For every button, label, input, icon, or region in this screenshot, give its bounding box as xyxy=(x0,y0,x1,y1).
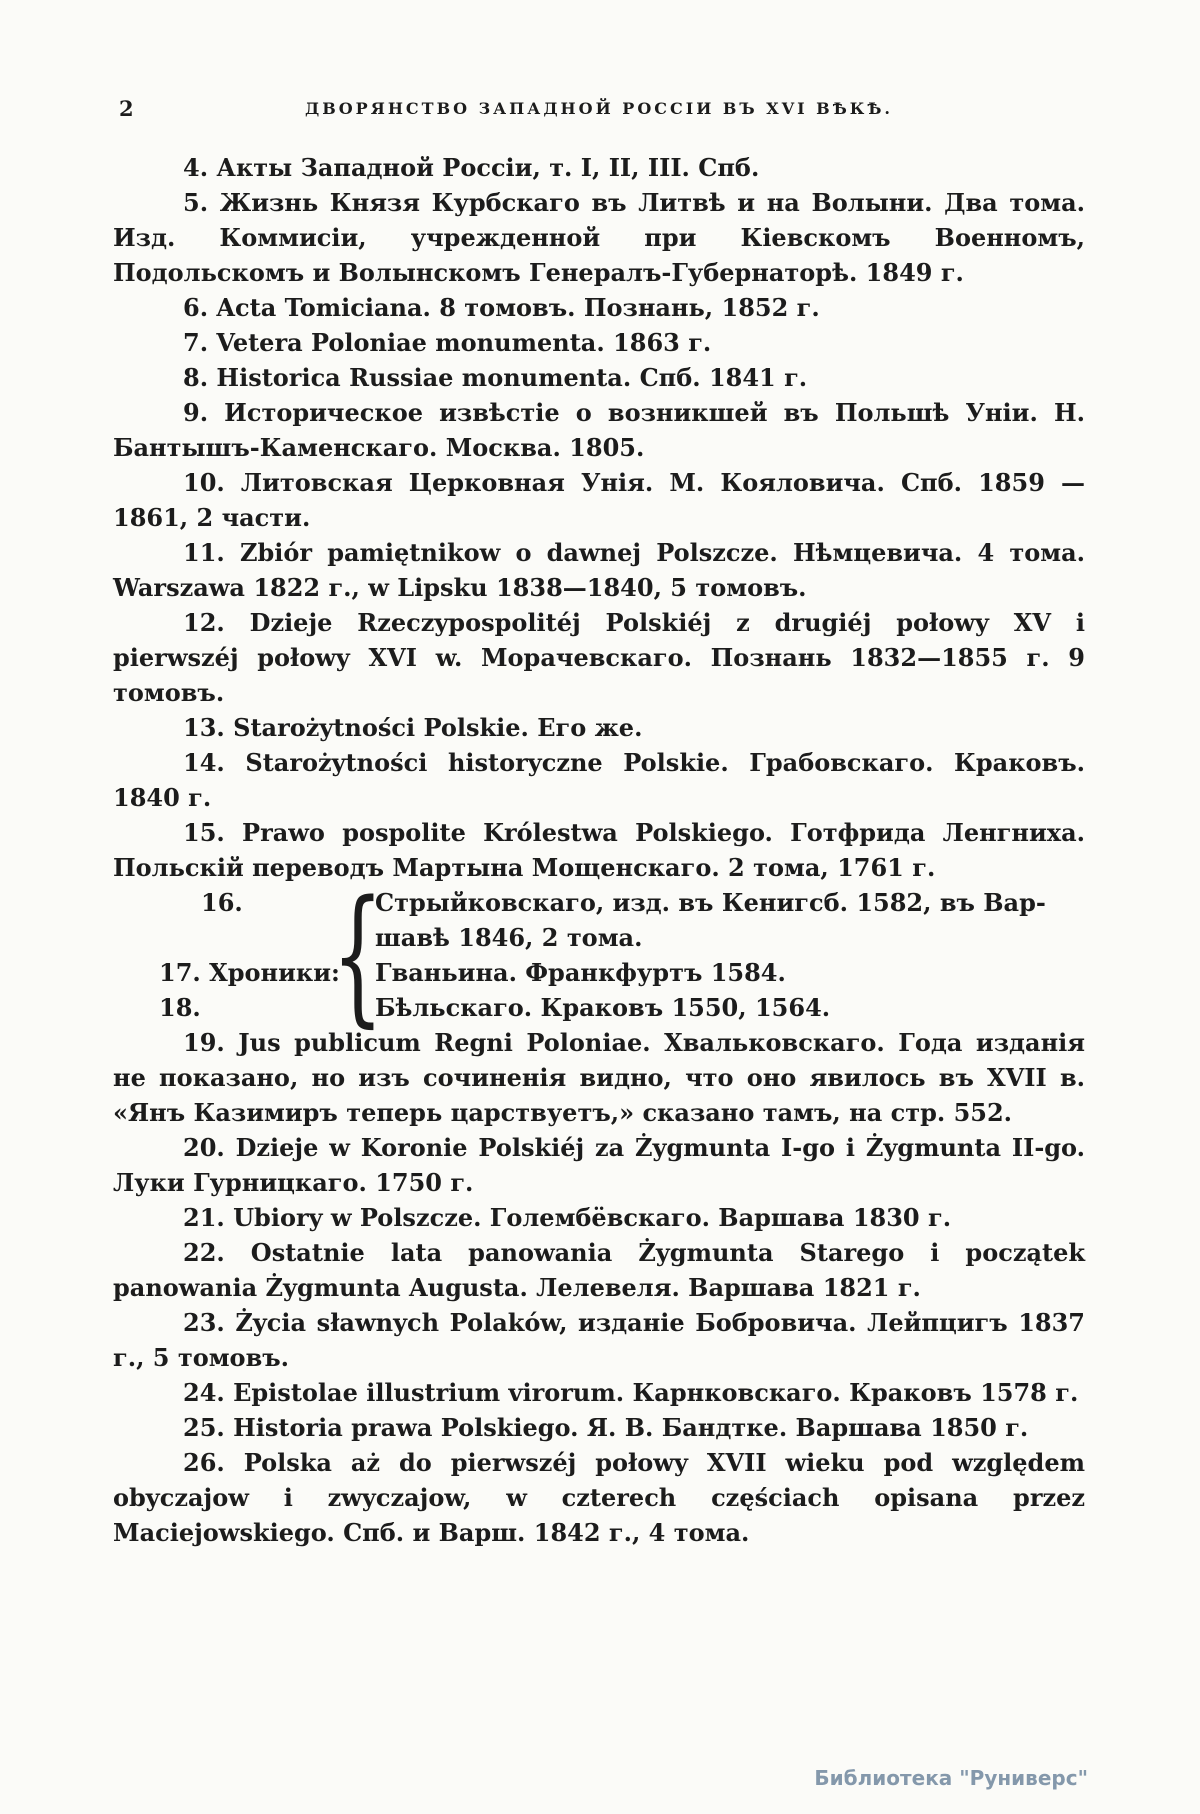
bib-entry-11: 11. Zbiór pamiętnikow o dawnej Polszcze. Нѣмцевича. 4 тома. Warszawa 1822 г., w Lipsku 1838—1840, 5 томовъ. xyxy=(113,538,1085,602)
bib-entry-23: 23. Życia sławnych Polaków, изданіе Бобровича. Лейпцигъ 1837 г., 5 томовъ. xyxy=(113,1308,1085,1372)
chronicle-label-17: 17. Хроники: xyxy=(159,958,340,987)
bib-entry-7: 7. Vetera Poloniae monumenta. 1863 г. xyxy=(183,328,712,357)
chronicles-group xyxy=(113,869,1085,1041)
bibliography-list xyxy=(113,150,1085,1550)
chronicle-entry-17: Гваньина. Франкфуртъ 1584. xyxy=(375,958,786,987)
brace-glyph: { xyxy=(331,869,384,1041)
bib-entry-12: 12. Dzieje Rzeczypospolitéj Polskiéj z drugiéj połowy XV i pierwszéj połowy XVI w. Морачевскаго. Познань 1832—1855 г. 9 томовъ. xyxy=(113,608,1085,707)
page-header xyxy=(113,96,1085,122)
bib-entry-19: 19. Jus publicum Regni Poloniae. Хвальковскаго. Года изданія не показано, но изъ сочиненія видно, что оно явилось въ XVII в. «Янъ Казимиръ теперь царствуетъ,» сказано тамъ, на стр. 552. xyxy=(113,1028,1085,1127)
running-title: ДВОРЯНСТВО ЗАПАДНОЙ РОССІИ ВЪ XVI ВѢКѢ. xyxy=(304,99,893,118)
page-number: 2 xyxy=(119,96,134,121)
chronicle-entry-16-line1: Стрыйковскаго, изд. въ Кенигсб. 1582, въ Вар- xyxy=(375,888,1046,917)
bib-entry-25: 25. Historia prawa Polskiego. Я. В. Бандтке. Варшава 1850 г. xyxy=(183,1413,1029,1442)
bib-entry-22: 22. Ostatnie lata panowania Żygmunta Starego i początek panowania Żygmunta Augusta. Лелевеля. Варшава 1821 г. xyxy=(113,1238,1085,1302)
chronicle-label-16: 16. xyxy=(201,888,243,917)
bib-entry-4: 4. Акты Западной Россіи, т. I, II, III. Спб. xyxy=(183,153,760,182)
bib-entry-20: 20. Dzieje w Koronie Polskiéj za Żygmunta I-go i Żygmunta II-go. Луки Гурницкаго. 1750 г. xyxy=(113,1133,1085,1197)
bib-entry-15: 15. Prawo pospolite Królestwa Polskiego. Готфрида Ленгниха. Польскій переводъ Мартына Мощенскаго. 2 тома, 1761 г. xyxy=(113,818,1085,882)
bib-entry-14: 14. Starożytności historyczne Polskie. Грабовскаго. Краковъ. 1840 г. xyxy=(113,748,1085,812)
bib-entry-13: 13. Starożytności Polskie. Его же. xyxy=(183,713,643,742)
bib-entry-5: 5. Жизнь Князя Курбскаго въ Литвѣ и на Волыни. Два тома. Изд. Коммисіи, учрежденной при Кіевскомъ Военномъ, Подольскомъ и Волынскомъ Генералъ-Губернаторѣ. 1849 г. xyxy=(113,188,1085,287)
bib-entry-21: 21. Ubiory w Polszcze. Голембёвскаго. Варшава 1830 г. xyxy=(183,1203,952,1232)
bib-entry-24: 24. Epistolae illustrium virorum. Карнковскаго. Краковъ 1578 г. xyxy=(183,1378,1079,1407)
chronicle-label-18: 18. xyxy=(159,993,201,1022)
bib-entry-9: 9. Историческое извѣстіе о возникшей въ Польшѣ Уніи. Н. Бантышъ-Каменскаго. Москва. 1805. xyxy=(113,398,1085,462)
bib-entry-6: 6. Acta Tomiciana. 8 томовъ. Познань, 1852 г. xyxy=(183,293,820,322)
chronicle-entry-18: Бѣльскаго. Краковъ 1550, 1564. xyxy=(375,993,831,1022)
bib-entry-26: 26. Polska aż do pierwszéj połowy XVII wieku pod względem obyczajow i zwyczajow, w czterech częściach opisana przez Maciejowskiego. Спб. и Варш. 1842 г., 4 тома. xyxy=(113,1448,1085,1547)
bib-entry-8: 8. Historica Russiae monumenta. Спб. 1841 г. xyxy=(183,363,808,392)
bib-entry-10: 10. Литовская Церковная Унія. М. Кояловича. Спб. 1859 — 1861, 2 части. xyxy=(113,468,1085,532)
chronicles-labels xyxy=(113,885,340,1025)
chronicle-label-spacer xyxy=(159,920,321,955)
chronicles-texts xyxy=(369,885,1085,1025)
chronicle-entry-16-line2: шавѣ 1846, 2 тома. xyxy=(375,923,643,952)
library-watermark: Библиотека "Руниверс" xyxy=(814,1766,1088,1790)
